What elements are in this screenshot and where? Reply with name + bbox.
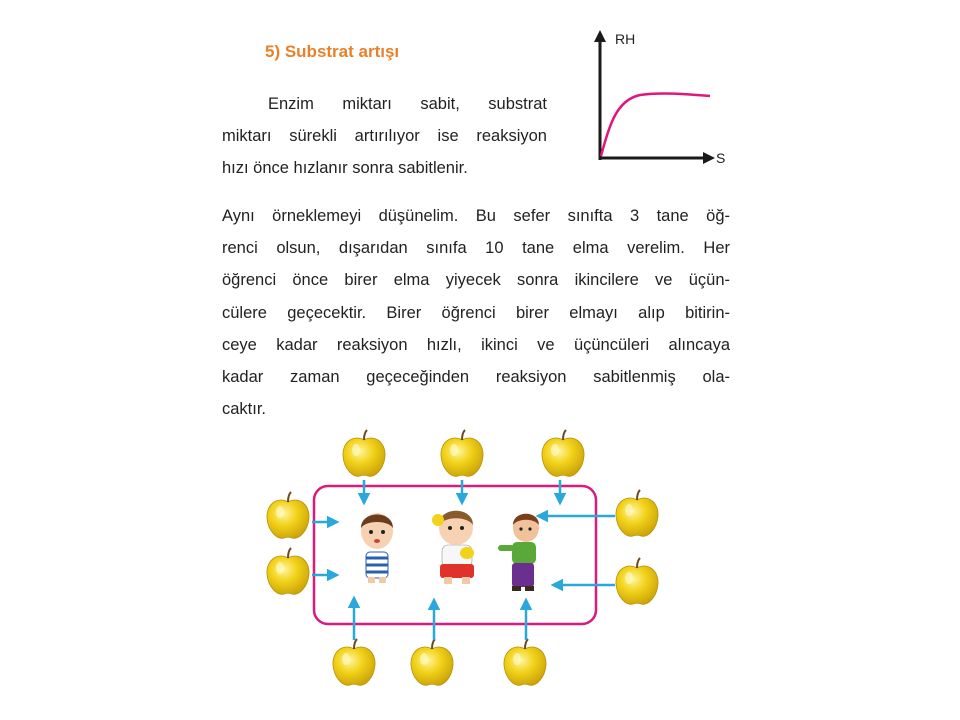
intro-line: Enzim miktarı sabit, substrat <box>268 95 547 113</box>
example-line: renci olsun, dışarıdan sınıfa 10 tane elma verelim. Her <box>222 239 730 258</box>
apple-icon <box>542 430 584 476</box>
apple-icon <box>333 639 375 685</box>
apple-icon <box>441 430 483 476</box>
student-icon <box>498 514 539 591</box>
apple-icon <box>267 548 309 594</box>
student-icon <box>432 511 474 584</box>
example-line: caktır. <box>222 400 267 419</box>
apple-icon <box>411 639 453 685</box>
example-line: cülere geçecektir. Birer öğrenci birer elmayı alıp bitirin- <box>222 303 730 322</box>
apple-icon <box>504 639 546 685</box>
y-axis-label: RH <box>615 31 636 47</box>
intro-line: miktarı sürekli artırılıyor ise reaksiyon <box>222 127 547 145</box>
example-line: kadar zaman geçeceğinden reaksiyon sabitlenmiş ola- <box>222 368 730 387</box>
section-heading: 5) Substrat artışı <box>265 42 400 61</box>
intro-line: hızı önce hızlanır sonra sabitlenir. <box>222 159 468 177</box>
student-icon <box>361 513 393 583</box>
apple-icon <box>343 430 385 476</box>
example-line: Aynı örneklemeyi düşünelim. Bu sefer sınıfta 3 tane öğ- <box>222 207 730 225</box>
x-axis-label: S <box>716 150 726 166</box>
apple-icon <box>267 492 309 538</box>
example-line: öğrenci önce birer elma yiyecek sonra ikincilere ve üçün- <box>222 271 730 290</box>
apple-icon <box>616 558 658 604</box>
example-line: ceye kadar reaksiyon hızlı, ikinci ve üçüncüleri alıncaya <box>222 335 730 354</box>
apple-icon <box>616 490 658 536</box>
